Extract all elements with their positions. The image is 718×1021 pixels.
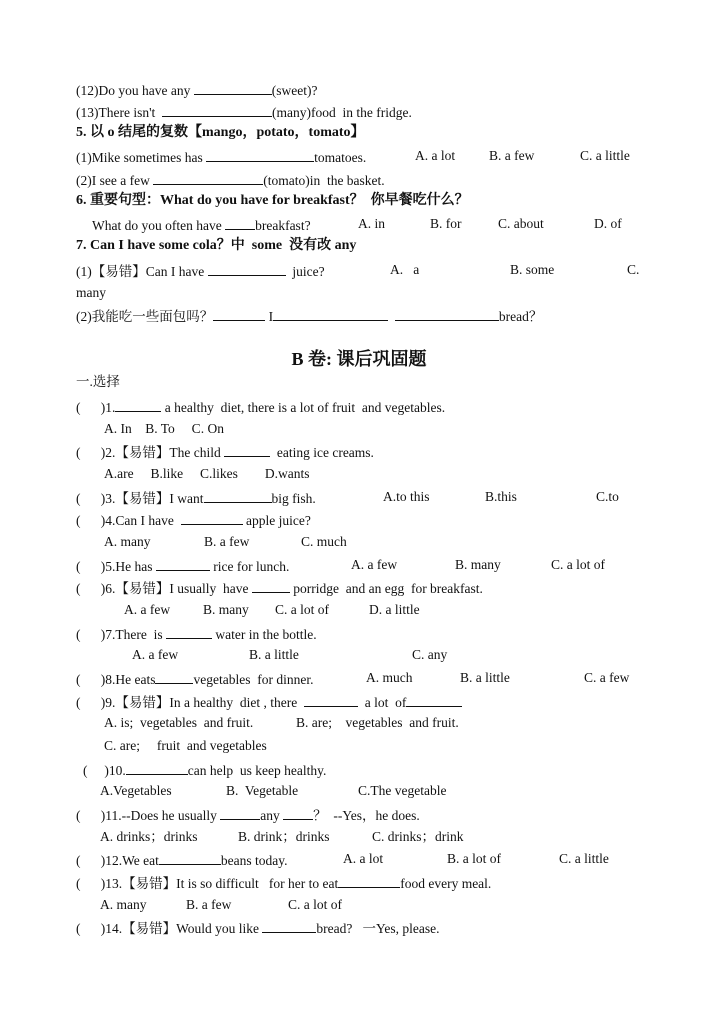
option: A.Vegetables: [100, 783, 172, 798]
question-line: ( )2.【易错】The child eating ice creams.: [76, 445, 374, 460]
option: D. of: [594, 216, 622, 231]
option: A. a few: [124, 602, 171, 617]
answer-blank[interactable]: [115, 398, 161, 412]
answer-blank[interactable]: [153, 171, 263, 185]
answer-blank[interactable]: [262, 919, 316, 933]
option: C. much: [301, 534, 347, 549]
option: B. are; vegetables and fruit.: [296, 715, 459, 730]
option: B. for: [430, 216, 462, 231]
answer-blank[interactable]: [273, 307, 388, 321]
section-title: B 卷: 课后巩固题: [291, 349, 427, 369]
answer-blank[interactable]: [406, 693, 462, 707]
options-line: A.are B.like C.likes D.wants: [104, 466, 310, 481]
question-line: ( )14.【易错】Would you like bread? 一Yes, please.: [76, 921, 440, 936]
section-heading: 6. 重要句型：What do you have for breakfast？ 你早餐吃什么？: [76, 193, 469, 208]
section-heading: 7. Can I have some cola？中 some 没有改 any: [76, 238, 357, 253]
answer-blank[interactable]: [204, 489, 272, 503]
option: C. a lot of: [288, 897, 342, 912]
answer-blank[interactable]: [156, 557, 210, 571]
option: A. a few: [351, 557, 398, 572]
option: B. a few: [489, 148, 535, 163]
option: A. drinks；drinks: [100, 829, 198, 844]
answer-blank[interactable]: [126, 761, 188, 775]
option: A.to this: [383, 489, 430, 504]
question-line: ( )11.--Does he usually any ？ --Yes，he does.: [76, 808, 420, 823]
option: B. Vegetable: [226, 783, 299, 798]
option: A. in: [358, 216, 385, 231]
option: B. drink；drinks: [238, 829, 330, 844]
option: A. a lot: [343, 851, 384, 866]
option: C. a little: [580, 148, 630, 163]
answer-blank[interactable]: [338, 874, 400, 888]
option: B. many: [455, 557, 501, 572]
option: B. some: [510, 262, 555, 277]
option: B. a few: [204, 534, 250, 549]
question-line: ( )3.【易错】I want big fish.: [76, 491, 316, 506]
answer-blank[interactable]: [395, 307, 499, 321]
answer-blank[interactable]: [181, 511, 243, 525]
answer-blank[interactable]: [194, 81, 272, 95]
option: C. are; fruit and vegetables: [104, 738, 267, 753]
question-line: ( )8.He eats vegetables for dinner.: [76, 672, 314, 687]
option: A. many: [104, 534, 151, 549]
option: C. a little: [559, 851, 609, 866]
question-line: (2)I see a few (tomato)in the basket.: [76, 173, 385, 188]
option: A. much: [366, 670, 413, 685]
answer-blank[interactable]: [208, 262, 286, 276]
option: A. a lot: [415, 148, 456, 163]
answer-blank[interactable]: [252, 579, 290, 593]
answer-blank[interactable]: [225, 216, 255, 230]
question-line: (1)【易错】Can I have juice?: [76, 264, 325, 279]
question-line: ( )6.【易错】I usually have porridge and an egg for breakfast.: [76, 581, 483, 596]
option: C. any: [412, 647, 448, 662]
question-line: ( )9.【易错】In a healthy diet , there a lot of: [76, 693, 462, 711]
section-heading: 5. 以 o 结尾的复数【mango，potato，tomato】: [76, 125, 365, 140]
part-heading: 一.选择: [76, 374, 120, 389]
answer-blank[interactable]: [159, 851, 221, 865]
question-line: ( )5.He has rice for lunch.: [76, 559, 290, 574]
option: A. many: [100, 897, 147, 912]
question-line: (2)我能吃一些面包吗？ I bread？: [76, 309, 543, 324]
option: D. a little: [369, 602, 420, 617]
option: C.to: [596, 489, 619, 504]
answer-blank[interactable]: [166, 625, 212, 639]
question-line: ( )1. a healthy diet, there is a lot of fruit and vegetables.: [76, 400, 446, 415]
question-line: (12)Do you have any (sweet)?: [76, 83, 318, 98]
answer-blank[interactable]: [304, 693, 358, 707]
option: B. a little: [249, 647, 299, 662]
option: C. a few: [584, 670, 630, 685]
question-line: ( )13.【易错】It is so difficult for her to eat food every meal.: [76, 876, 492, 891]
question-line: ( )4.Can I have apple juice?: [76, 513, 311, 528]
option: C.The vegetable: [358, 783, 447, 798]
option: C. a lot of: [551, 557, 605, 572]
answer-blank[interactable]: [206, 148, 314, 162]
options-line: A. In B. To C. On: [104, 421, 224, 436]
option: B. a lot of: [447, 851, 501, 866]
answer-blank[interactable]: [224, 443, 270, 457]
answer-blank[interactable]: [213, 307, 265, 321]
option: C. about: [498, 216, 544, 231]
option: C. drinks；drink: [372, 829, 464, 844]
answer-blank[interactable]: [155, 670, 193, 684]
option: B. a little: [460, 670, 510, 685]
option: many: [76, 285, 106, 300]
question-line: ( )12.We eat beans today.: [76, 853, 288, 868]
option: A. a: [390, 262, 420, 277]
option: B.this: [485, 489, 517, 504]
option: C.: [627, 262, 640, 277]
answer-blank[interactable]: [283, 806, 313, 820]
option: C. a lot of: [275, 602, 329, 617]
option: B. many: [203, 602, 249, 617]
question-line: (13)There isn't (many)food in the fridge.: [76, 105, 412, 120]
question-line: What do you often have breakfast?: [92, 218, 311, 233]
question-line: ( )10. can help us keep healthy.: [83, 763, 327, 778]
question-line: (1)Mike sometimes has tomatoes.: [76, 150, 367, 165]
option: A. a few: [132, 647, 179, 662]
answer-blank[interactable]: [220, 806, 260, 820]
option: B. a few: [186, 897, 232, 912]
answer-blank[interactable]: [162, 103, 272, 117]
question-line: ( )7.There is water in the bottle.: [76, 627, 317, 642]
option: A. is; vegetables and fruit.: [104, 715, 254, 730]
